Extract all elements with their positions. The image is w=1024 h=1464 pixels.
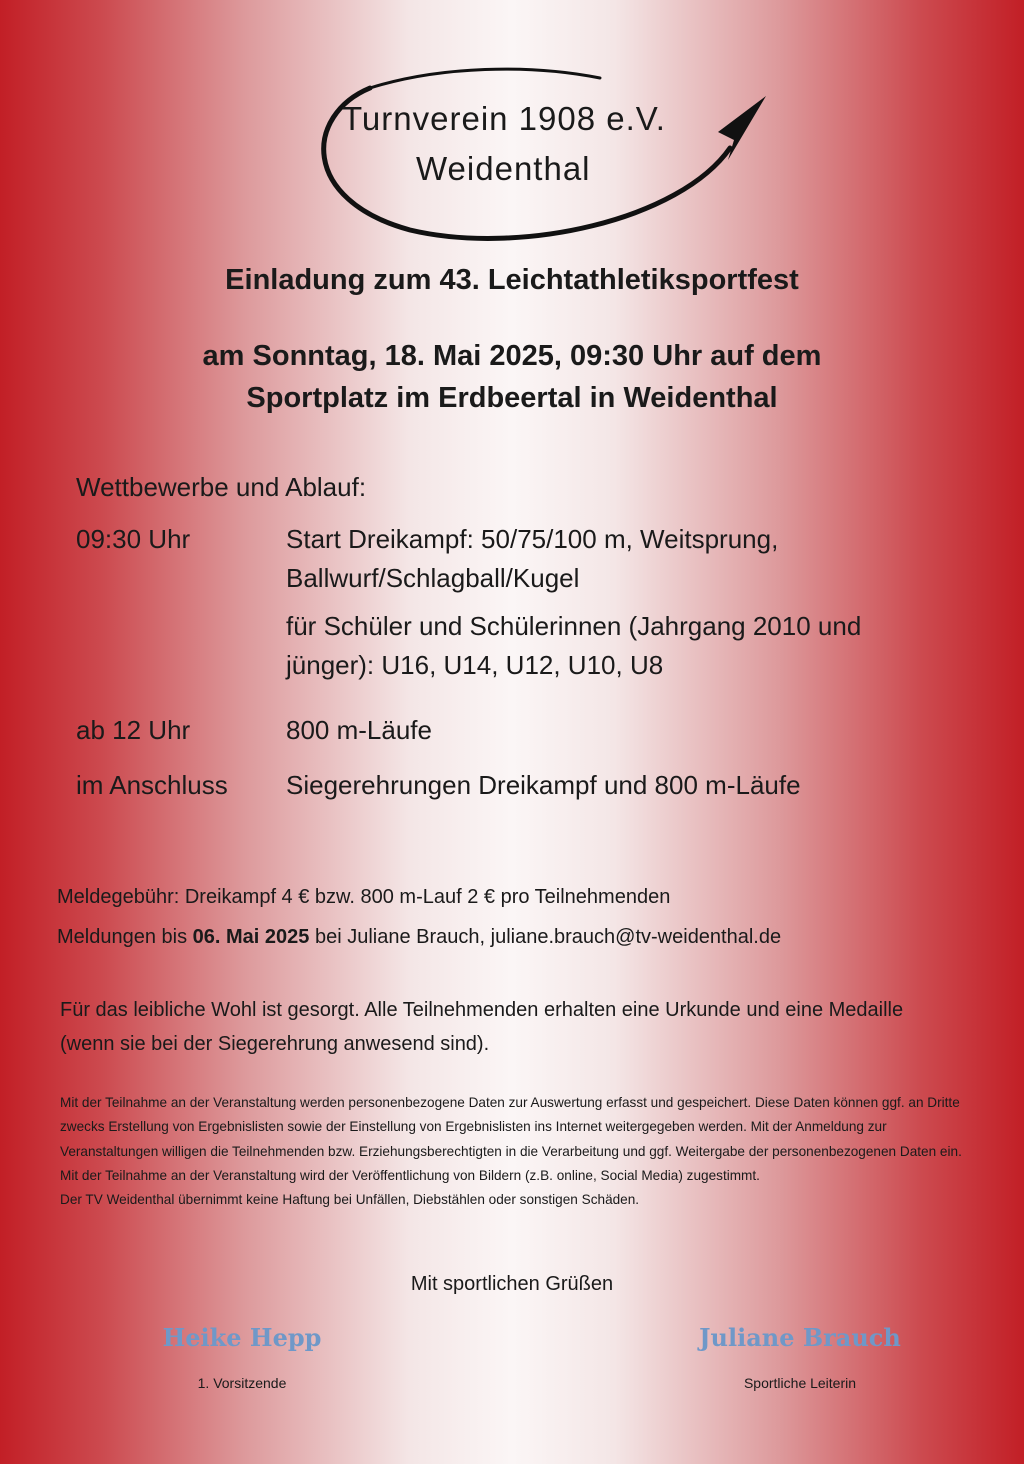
event-date-line-2: Sportplatz im Erdbeertal in Weidenthal bbox=[246, 382, 778, 414]
signature-role-sports-lead: Sportliche Leiterin bbox=[743, 1375, 857, 1391]
deadline-date: 06. Mai 2025 bbox=[192, 926, 310, 948]
schedule-desc-1-extra: für Schüler und Schülerinnen (Jahrgang 2010 und jünger): U16, U14, U12, U10, U8 bbox=[286, 611, 862, 680]
event-date-line-1: am Sonntag, 18. Mai 2025, 09:30 Uhr auf dem bbox=[202, 340, 822, 372]
signature-name-chair: Heike Hepp bbox=[162, 1323, 322, 1352]
registration-deadline bbox=[57, 926, 781, 949]
logo-town-name: Weidenthal bbox=[416, 150, 591, 187]
privacy-photo-consent: Mit der Teilnahme an der Veranstaltung wird der Veröffentlichung von Bildern (z.B. online, Social Media) zugestimmt. bbox=[60, 1167, 760, 1183]
schedule-time-3: im Anschluss bbox=[76, 770, 228, 800]
schedule-heading: Wettbewerbe und Ablauf: bbox=[76, 472, 367, 502]
privacy-data-processing: Mit der Teilnahme an der Veranstaltung werden personenbezogene Daten zur Auswertung erfasst und gespeichert. Diese Daten können ggf. an Dritte zwecks Erstellung von Ergebnislisten sowie der Einstellung von Ergebnislisten ins Internet weitergegeben werden. Mit der Anmeldung zur Veranstaltungen willigen die Teilnehmenden bzw. Erziehungsberechtigten in die Verarbeitung und ggf. Weitergabe der personenbezogenen Daten ein. bbox=[60, 1095, 962, 1159]
schedule-time-1: 09:30 Uhr bbox=[76, 524, 191, 554]
deadline-prefix: Meldungen bis bbox=[57, 926, 193, 948]
schedule-desc-3: Siegerehrungen Dreikampf und 800 m-Läufe bbox=[286, 770, 801, 800]
privacy-notice bbox=[60, 1091, 970, 1212]
privacy-liability: Der TV Weidenthal übernimmt keine Haftung bei Unfällen, Diebstählen oder sonstigen Schäden. bbox=[60, 1192, 640, 1208]
closing-greeting: Mit sportlichen Grüßen bbox=[410, 1273, 614, 1295]
invitation-title: Einladung zum 43. Leichtathletiksportfest bbox=[225, 264, 799, 296]
schedule-desc-1: Start Dreikampf: 50/75/100 m, Weitsprung, Ballwurf/Schlagball/Kugel bbox=[286, 524, 779, 593]
schedule-desc-2: 800 m-Läufe bbox=[286, 715, 432, 745]
logo-club-name: Turnverein 1908 e.V. bbox=[342, 100, 666, 137]
signature-name-sports-lead: Juliane Brauch bbox=[699, 1323, 901, 1352]
welfare-note: Für das leibliche Wohl ist gesorgt. Alle Teilnehmenden erhalten eine Urkunde und eine Medaille (wenn sie bei der Siegerehrung anwesend sind). bbox=[60, 999, 904, 1055]
registration-fee: Meldegebühr: Dreikampf 4 € bzw. 800 m-Lauf 2 € pro Teilnehmenden bbox=[57, 886, 671, 908]
signature-role-chair: 1. Vorsitzende bbox=[197, 1375, 287, 1391]
deadline-contact: bei Juliane Brauch, juliane.brauch@tv-weidenthal.de bbox=[309, 926, 782, 948]
schedule-time-2: ab 12 Uhr bbox=[76, 715, 191, 745]
